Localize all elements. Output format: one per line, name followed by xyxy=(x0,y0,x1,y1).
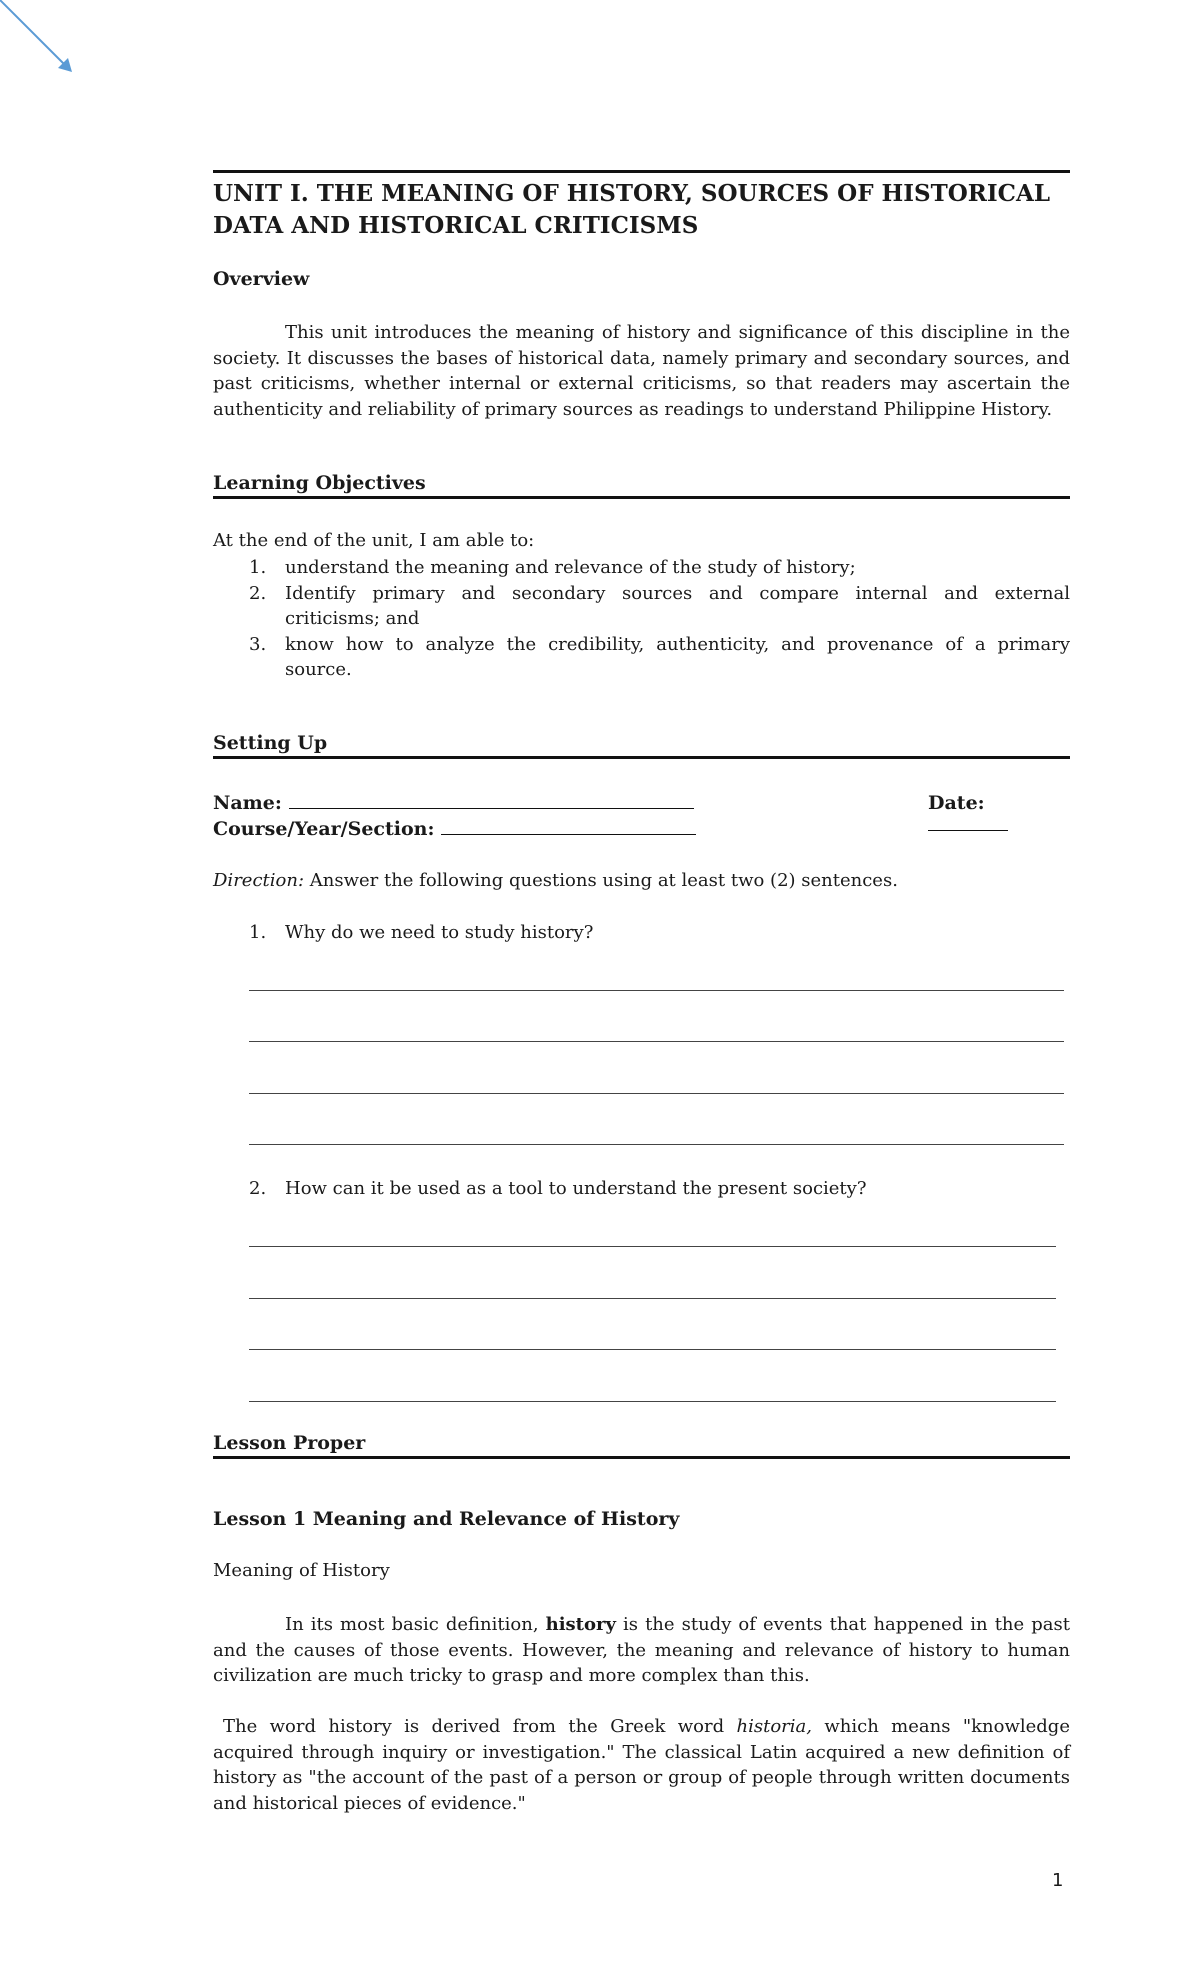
page-number: 1 xyxy=(1052,1870,1064,1891)
answer-line[interactable] xyxy=(249,1041,1064,1042)
direction-text: Answer the following questions using at least two (2) sentences. xyxy=(309,870,898,891)
overview-heading: Overview xyxy=(213,268,310,290)
objectives-list xyxy=(213,555,1070,683)
unit-title: UNIT I. THE MEANING OF HISTORY, SOURCES OF HISTORICAL DATA AND HISTORICAL CRITICISMS xyxy=(213,180,1050,239)
list-item: 2. Identify primary and secondary sources and compare internal and external criticisms; and xyxy=(249,582,1070,629)
etymology-paragraph: The word history is derived from the Greek word historia, which means "knowledge acquired through inquiry or investigation." The classical Latin acquired a new definition of history as "the account of the past of a person or group of people through written documents and historical pieces of evidence." xyxy=(213,1716,1070,1814)
objectives-lead: At the end of the unit, I am able to: xyxy=(213,530,535,551)
meaning-of-history-subheading: Meaning of History xyxy=(213,1560,390,1581)
course-label: Course/Year/Section: xyxy=(213,818,435,840)
list-item: 1. understand the meaning and relevance of the study of history; xyxy=(249,557,856,578)
date-field[interactable] xyxy=(928,829,1008,831)
question-2: 2. How can it be used as a tool to understand the present society? xyxy=(249,1178,867,1199)
answer-line[interactable] xyxy=(249,1144,1064,1145)
date-label: Date: xyxy=(928,792,985,814)
learning-objectives-heading: Learning Objectives xyxy=(213,472,1070,499)
answer-line[interactable] xyxy=(249,1246,1056,1247)
answer-line[interactable] xyxy=(249,1093,1064,1094)
name-label: Name: xyxy=(213,792,282,814)
overview-text: This unit introduces the meaning of history and significance of this discipline in the society. It discusses the bases of historical data, namely primary and secondary sources, and past criticisms, whether internal or external criticisms, so that readers may ascertain the authenticity and reliability of primary sources as readings to understand Philippine History. xyxy=(213,322,1070,420)
answer-line[interactable] xyxy=(249,990,1064,991)
answer-line[interactable] xyxy=(249,1401,1056,1402)
definition-paragraph: In its most basic definition, history is the study of events that happened in the past and the causes of those events. However, the meaning and relevance of history to human civilization are much tricky to grasp and more complex than this. xyxy=(213,1614,1070,1686)
name-field[interactable] xyxy=(289,807,694,809)
lesson-title: Lesson 1 Meaning and Relevance of History xyxy=(213,1508,680,1530)
date-row xyxy=(928,792,1070,836)
arrow-annotation-icon xyxy=(0,0,80,80)
course-field[interactable] xyxy=(441,833,696,835)
history-term: history xyxy=(545,1614,616,1635)
course-row xyxy=(213,818,696,840)
historia-term: historia, xyxy=(736,1716,812,1737)
unit-top-rule xyxy=(213,170,1070,173)
setting-up-heading: Setting Up xyxy=(213,732,1070,759)
list-item: 3. know how to analyze the credibility, authenticity, and provenance of a primary source. xyxy=(249,633,1070,680)
lesson-proper-heading: Lesson Proper xyxy=(213,1432,1070,1459)
direction xyxy=(213,870,898,891)
direction-label: Direction: xyxy=(213,870,305,891)
name-row xyxy=(213,792,694,814)
answer-line[interactable] xyxy=(249,1349,1056,1350)
answer-line[interactable] xyxy=(249,1298,1056,1299)
question-1: 1. Why do we need to study history? xyxy=(249,922,594,943)
